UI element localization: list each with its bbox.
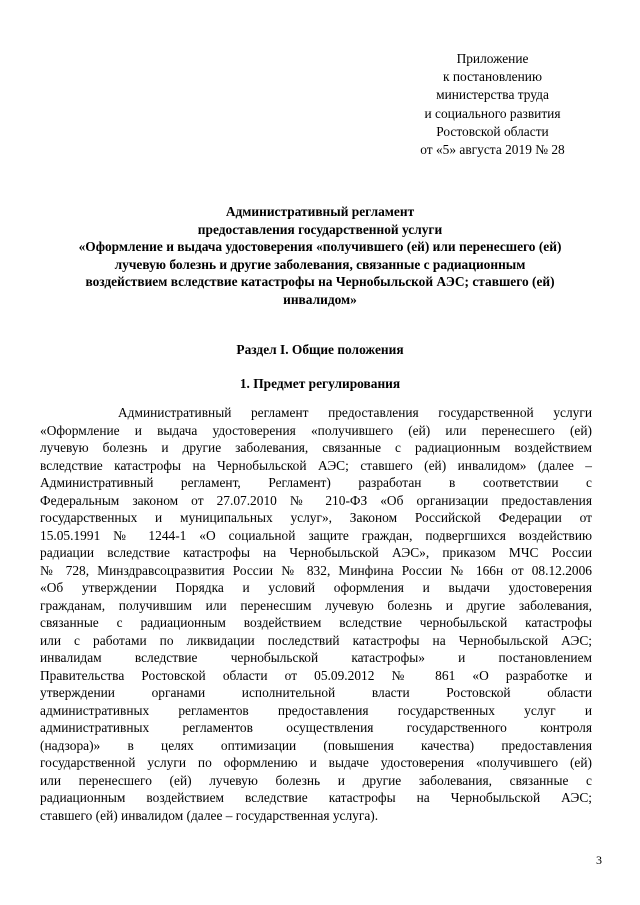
paragraph-line: (надзора)» в целях оптимизации (повышения качества) предоставления [40,737,592,753]
document-title [40,203,600,309]
paragraph-line: «Об утверждении Порядка и условий оформления и выдачи удостоверения [40,580,592,595]
appendix-line: к постановлению [443,69,542,85]
paragraph-line: лучевую болезнь и другие заболевания, связанные с радиационным воздействием [40,440,592,455]
title-line: Административный регламент [225,204,415,219]
paragraph-line: Федеральным законом от 27.07.2010 № 210-ФЗ «Об организации предоставления [40,492,592,508]
paragraph-line: или с работами по ликвидации последствий катастрофы на Чернобыльской АЭС; [40,632,592,648]
paragraph-line: «Оформление и выдача удостоверения «получившего (ей) или перенесшего (ей) [40,422,592,438]
title-line: инвалидом» [283,291,357,307]
title-line: предоставления государственной услуги [197,221,443,237]
paragraph-line: утверждении органами исполнительной власти Ростовской области [40,685,592,700]
appendix-line: Ростовской области [436,123,549,139]
appendix-line: министерства труда [436,87,549,103]
appendix-line: и социального развития [424,105,561,121]
title-line: лучевую болезнь и другие заболевания, связанные с радиационным [114,256,526,272]
appendix-line: Приложение [456,51,529,66]
section-heading: Раздел I. Общие положения [236,342,404,357]
title-line: воздействием вследствие катастрофы на Чернобыльской АЭС; ставшего (ей) [85,274,555,290]
title-line: «Оформление и выдача удостоверения «получившего (ей) или перенесшего (ей) [78,239,562,255]
paragraph-line: радиации вследствие катастрофы на Чернобыльской АЭС», приказом МЧС России [40,545,592,560]
paragraph-line: государственной услуги по оформлению и выдаче удостоверения «получившего (ей) [40,755,592,770]
paragraph-line: ставшего (ей) инвалидом (далее – государственная услуга). [40,807,379,823]
paragraph-line: № 728, Минздравсоцразвития России № 832, Минфина России № 166н от 08.12.2006 [40,562,592,578]
paragraph-line: радиационным воздействием вследствие катастрофы на Чернобыльской АЭС; [40,790,592,805]
paragraph-line: вследствие катастрофы на Чернобыльской АЭС; ставшего (ей) инвалидом» (далее – [40,457,592,473]
subsection-heading: 1. Предмет регулирования [239,376,401,391]
body-paragraph [40,404,610,824]
paragraph-line: государственных и муниципальных услуг», Законом Российской Федерации от [40,510,592,525]
paragraph-line: 15.05.1991 № 1244-1 «О социальной защите граждан, подвергшихся воздействию [40,527,592,543]
paragraph-line: Правительства Ростовской области от 05.09.2012 № 861 «О разработке и [40,667,592,683]
paragraph-line: Административный регламент предоставления государственной услуги [118,405,592,420]
paragraph-line: инвалидам вследствие чернобыльской катастрофы» и постановлением [40,650,592,665]
paragraph-line: или перенесшего (ей) лучевую болезнь и другие заболевания, связанные с [40,772,592,788]
paragraph-line: административных регламентов осуществления государственного контроля [40,720,592,735]
appendix-note [380,50,605,159]
paragraph-line: связанные с радиационным воздействием вследствие чернобыльской катастрофы [40,615,592,630]
appendix-line: от «5» августа 2019 № 28 [420,142,565,158]
paragraph-line: Административный регламент, Регламент) разработан в соответствии с [40,475,592,490]
paragraph-line: гражданам, получившим или перенесшим лучевую болезнь и другие заболевания, [40,597,592,613]
paragraph-line: административных регламентов предоставления государственных услуг и [40,702,592,718]
page-number: 3 [596,853,602,867]
